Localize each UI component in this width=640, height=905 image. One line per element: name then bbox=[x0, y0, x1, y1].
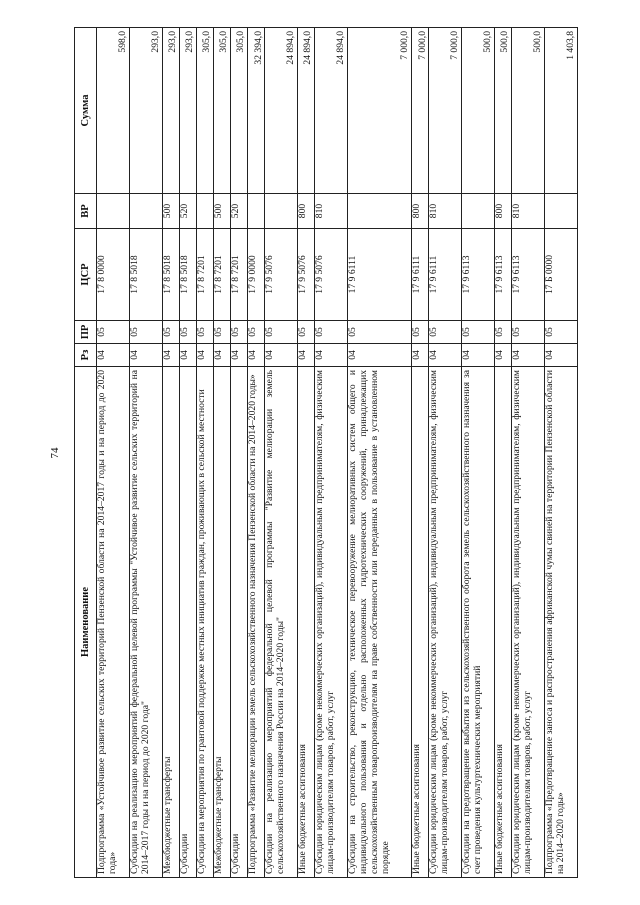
table-row bbox=[298, 28, 315, 878]
cell-sum: 500,0 bbox=[495, 28, 512, 194]
cell-sum: 305,0 bbox=[231, 28, 248, 194]
cell-csr: 17 9 0000 bbox=[248, 229, 265, 321]
cell-name: Субсидии юридическим лицам (кроме некоммерческих организаций), индивидуальным предпринимателям, физическим лицам-производителям товаров, работ, услуг bbox=[429, 367, 462, 878]
table-row bbox=[162, 28, 179, 878]
cell-pr: 05 bbox=[129, 321, 162, 344]
cell-vr: 520 bbox=[231, 194, 248, 229]
cell-name: Подпрограмма «Устойчивое развитие сельских территорий Пензенской области на 2014–2017 годы и на период до 2020 года» bbox=[97, 367, 130, 878]
table-row bbox=[462, 28, 495, 878]
cell-vr bbox=[97, 194, 130, 229]
cell-vr: 500 bbox=[214, 194, 231, 229]
table-row bbox=[214, 28, 231, 878]
cell-rz: 04 bbox=[129, 344, 162, 367]
cell-name: Подпрограмма «Предотвращение заноса и распространения африканской чумы свиней на территории Пензенской области на 2014–2020 годы» bbox=[545, 367, 578, 878]
cell-sum: 32 394,0 bbox=[248, 28, 265, 194]
cell-name: Субсидии юридическим лицам (кроме некоммерческих организаций), индивидуальным предпринимателям, физическим лицам-производителям товаров, работ, услуг bbox=[315, 367, 348, 878]
cell-sum: 7 000,0 bbox=[348, 28, 412, 194]
table-body bbox=[97, 28, 578, 878]
cell-vr: 810 bbox=[512, 194, 545, 229]
cell-rz: 04 bbox=[462, 344, 495, 367]
table-row bbox=[196, 28, 213, 878]
cell-vr bbox=[545, 194, 578, 229]
cell-vr: 810 bbox=[429, 194, 462, 229]
cell-sum: 293,0 bbox=[129, 28, 162, 194]
header-csr: ЦСР bbox=[75, 229, 97, 321]
header-vr: ВР bbox=[75, 194, 97, 229]
cell-rz: 04 bbox=[97, 344, 130, 367]
cell-csr: 17 9 6113 bbox=[512, 229, 545, 321]
cell-name: Межбюджетные трансферты bbox=[162, 367, 179, 878]
cell-vr: 800 bbox=[412, 194, 429, 229]
cell-rz: 04 bbox=[429, 344, 462, 367]
cell-name: Подпрограмма «Развитие мелиорации земель сельскохозяйственного назначения Пензенской области на 2014–2020 годы» bbox=[248, 367, 265, 878]
cell-rz: 04 bbox=[315, 344, 348, 367]
cell-name: Субсидии на строительство, реконструкцию, техническое перевооружение мелиоративных систем общего и индивидуального пользования и отдельно расположенных гидротехнических сооружений, принадлежащих сельскохозяйственным товаропроизводителям на праве собственности или переданных в пользование в установленном порядке bbox=[348, 367, 412, 878]
cell-name: Иные бюджетные ассигнования bbox=[495, 367, 512, 878]
cell-csr: 17 9 5076 bbox=[315, 229, 348, 321]
cell-csr: 17 9 6111 bbox=[429, 229, 462, 321]
cell-name: Субсидии на мероприятия по грантовой поддержке местных инициатив граждан, проживающих в сельской местности bbox=[196, 367, 213, 878]
cell-sum: 293,0 bbox=[179, 28, 196, 194]
cell-csr: 17 9 5076 bbox=[298, 229, 315, 321]
cell-name: Субсидии bbox=[231, 367, 248, 878]
cell-pr: 05 bbox=[315, 321, 348, 344]
cell-csr: 17 Б 0000 bbox=[545, 229, 578, 321]
table-row bbox=[248, 28, 265, 878]
cell-rz: 04 bbox=[214, 344, 231, 367]
cell-csr: 17 9 6113 bbox=[462, 229, 495, 321]
cell-pr: 05 bbox=[162, 321, 179, 344]
cell-pr: 05 bbox=[196, 321, 213, 344]
cell-vr bbox=[196, 194, 213, 229]
page-number: 74 bbox=[49, 447, 61, 459]
cell-pr: 05 bbox=[265, 321, 298, 344]
cell-name: Иные бюджетные ассигнования bbox=[412, 367, 429, 878]
cell-rz: 04 bbox=[512, 344, 545, 367]
table-row bbox=[495, 28, 512, 878]
cell-csr: 17 9 6111 bbox=[348, 229, 412, 321]
cell-vr: 520 bbox=[179, 194, 196, 229]
table-container bbox=[74, 28, 578, 878]
table-row bbox=[348, 28, 412, 878]
table-row bbox=[179, 28, 196, 878]
cell-pr: 05 bbox=[495, 321, 512, 344]
cell-sum: 24 894,0 bbox=[315, 28, 348, 194]
cell-pr: 05 bbox=[412, 321, 429, 344]
table-header-row bbox=[75, 28, 97, 878]
cell-rz: 04 bbox=[412, 344, 429, 367]
cell-pr: 05 bbox=[298, 321, 315, 344]
cell-name: Межбюджетные трансферты bbox=[214, 367, 231, 878]
cell-name: Субсидии bbox=[179, 367, 196, 878]
cell-sum: 293,0 bbox=[162, 28, 179, 194]
header-sum: Сумма bbox=[75, 28, 97, 194]
cell-rz: 04 bbox=[179, 344, 196, 367]
cell-sum: 500,0 bbox=[462, 28, 495, 194]
cell-sum: 24 894,0 bbox=[298, 28, 315, 194]
cell-sum: 24 894,0 bbox=[265, 28, 298, 194]
cell-sum: 305,0 bbox=[196, 28, 213, 194]
budget-table bbox=[74, 27, 578, 878]
cell-csr: 17 8 5018 bbox=[129, 229, 162, 321]
cell-pr: 05 bbox=[97, 321, 130, 344]
table-row bbox=[512, 28, 545, 878]
header-rz: Рз bbox=[75, 344, 97, 367]
rotated-table-area bbox=[74, 28, 578, 878]
cell-vr bbox=[265, 194, 298, 229]
cell-pr: 05 bbox=[348, 321, 412, 344]
cell-name: Субсидии юридическим лицам (кроме некоммерческих организаций), индивидуальным предпринимателям, физическим лицам-производителям товаров, работ, услуг bbox=[512, 367, 545, 878]
cell-rz: 04 bbox=[495, 344, 512, 367]
cell-sum: 7 000,0 bbox=[412, 28, 429, 194]
cell-sum: 7 000,0 bbox=[429, 28, 462, 194]
cell-name: Субсидии на реализацию мероприятий федеральной целевой программы "Развитие мелиорации земель сельскохозяйственного назначения России на 2014–2020 годы" bbox=[265, 367, 298, 878]
cell-rz: 04 bbox=[545, 344, 578, 367]
cell-csr: 17 9 6113 bbox=[495, 229, 512, 321]
table-row bbox=[429, 28, 462, 878]
cell-rz: 04 bbox=[231, 344, 248, 367]
cell-vr: 810 bbox=[315, 194, 348, 229]
cell-vr: 800 bbox=[495, 194, 512, 229]
cell-vr bbox=[462, 194, 495, 229]
cell-pr: 05 bbox=[512, 321, 545, 344]
table-row bbox=[315, 28, 348, 878]
cell-csr: 17 9 6111 bbox=[412, 229, 429, 321]
cell-csr: 17 8 7201 bbox=[214, 229, 231, 321]
cell-name: Субсидии на реализацию мероприятий федеральной целевой программы "Устойчивое развитие сельских территорий на 2014–2017 годы и на период до 2020 года" bbox=[129, 367, 162, 878]
cell-csr: 17 8 5018 bbox=[179, 229, 196, 321]
cell-rz: 04 bbox=[248, 344, 265, 367]
cell-sum: 598,0 bbox=[97, 28, 130, 194]
cell-pr: 05 bbox=[231, 321, 248, 344]
cell-csr: 17 8 5018 bbox=[162, 229, 179, 321]
cell-vr bbox=[129, 194, 162, 229]
cell-name: Субсидии на предотвращение выбытия из сельскохозяйственного оборота земель сельскохозяйственного назначения за счет проведения культуртехнических мероприятий bbox=[462, 367, 495, 878]
cell-pr: 05 bbox=[545, 321, 578, 344]
cell-pr: 05 bbox=[462, 321, 495, 344]
cell-rz: 04 bbox=[265, 344, 298, 367]
table-row bbox=[231, 28, 248, 878]
cell-csr: 17 8 7201 bbox=[196, 229, 213, 321]
table-row bbox=[129, 28, 162, 878]
table-row bbox=[265, 28, 298, 878]
cell-vr: 500 bbox=[162, 194, 179, 229]
table-row bbox=[412, 28, 429, 878]
cell-sum: 1 403,8 bbox=[545, 28, 578, 194]
cell-rz: 04 bbox=[298, 344, 315, 367]
cell-sum: 305,0 bbox=[214, 28, 231, 194]
cell-name: Иные бюджетные ассигнования bbox=[298, 367, 315, 878]
cell-csr: 17 8 7201 bbox=[231, 229, 248, 321]
cell-pr: 05 bbox=[179, 321, 196, 344]
cell-pr: 05 bbox=[248, 321, 265, 344]
cell-csr: 17 9 5076 bbox=[265, 229, 298, 321]
cell-sum: 500,0 bbox=[512, 28, 545, 194]
cell-csr: 17 8 0000 bbox=[97, 229, 130, 321]
cell-rz: 04 bbox=[348, 344, 412, 367]
header-name: Наименование bbox=[75, 367, 97, 878]
table-row bbox=[545, 28, 578, 878]
cell-vr bbox=[348, 194, 412, 229]
header-pr: ПР bbox=[75, 321, 97, 344]
cell-pr: 05 bbox=[429, 321, 462, 344]
table-row bbox=[97, 28, 130, 878]
cell-rz: 04 bbox=[162, 344, 179, 367]
cell-vr: 800 bbox=[298, 194, 315, 229]
cell-pr: 05 bbox=[214, 321, 231, 344]
cell-rz: 04 bbox=[196, 344, 213, 367]
cell-vr bbox=[248, 194, 265, 229]
